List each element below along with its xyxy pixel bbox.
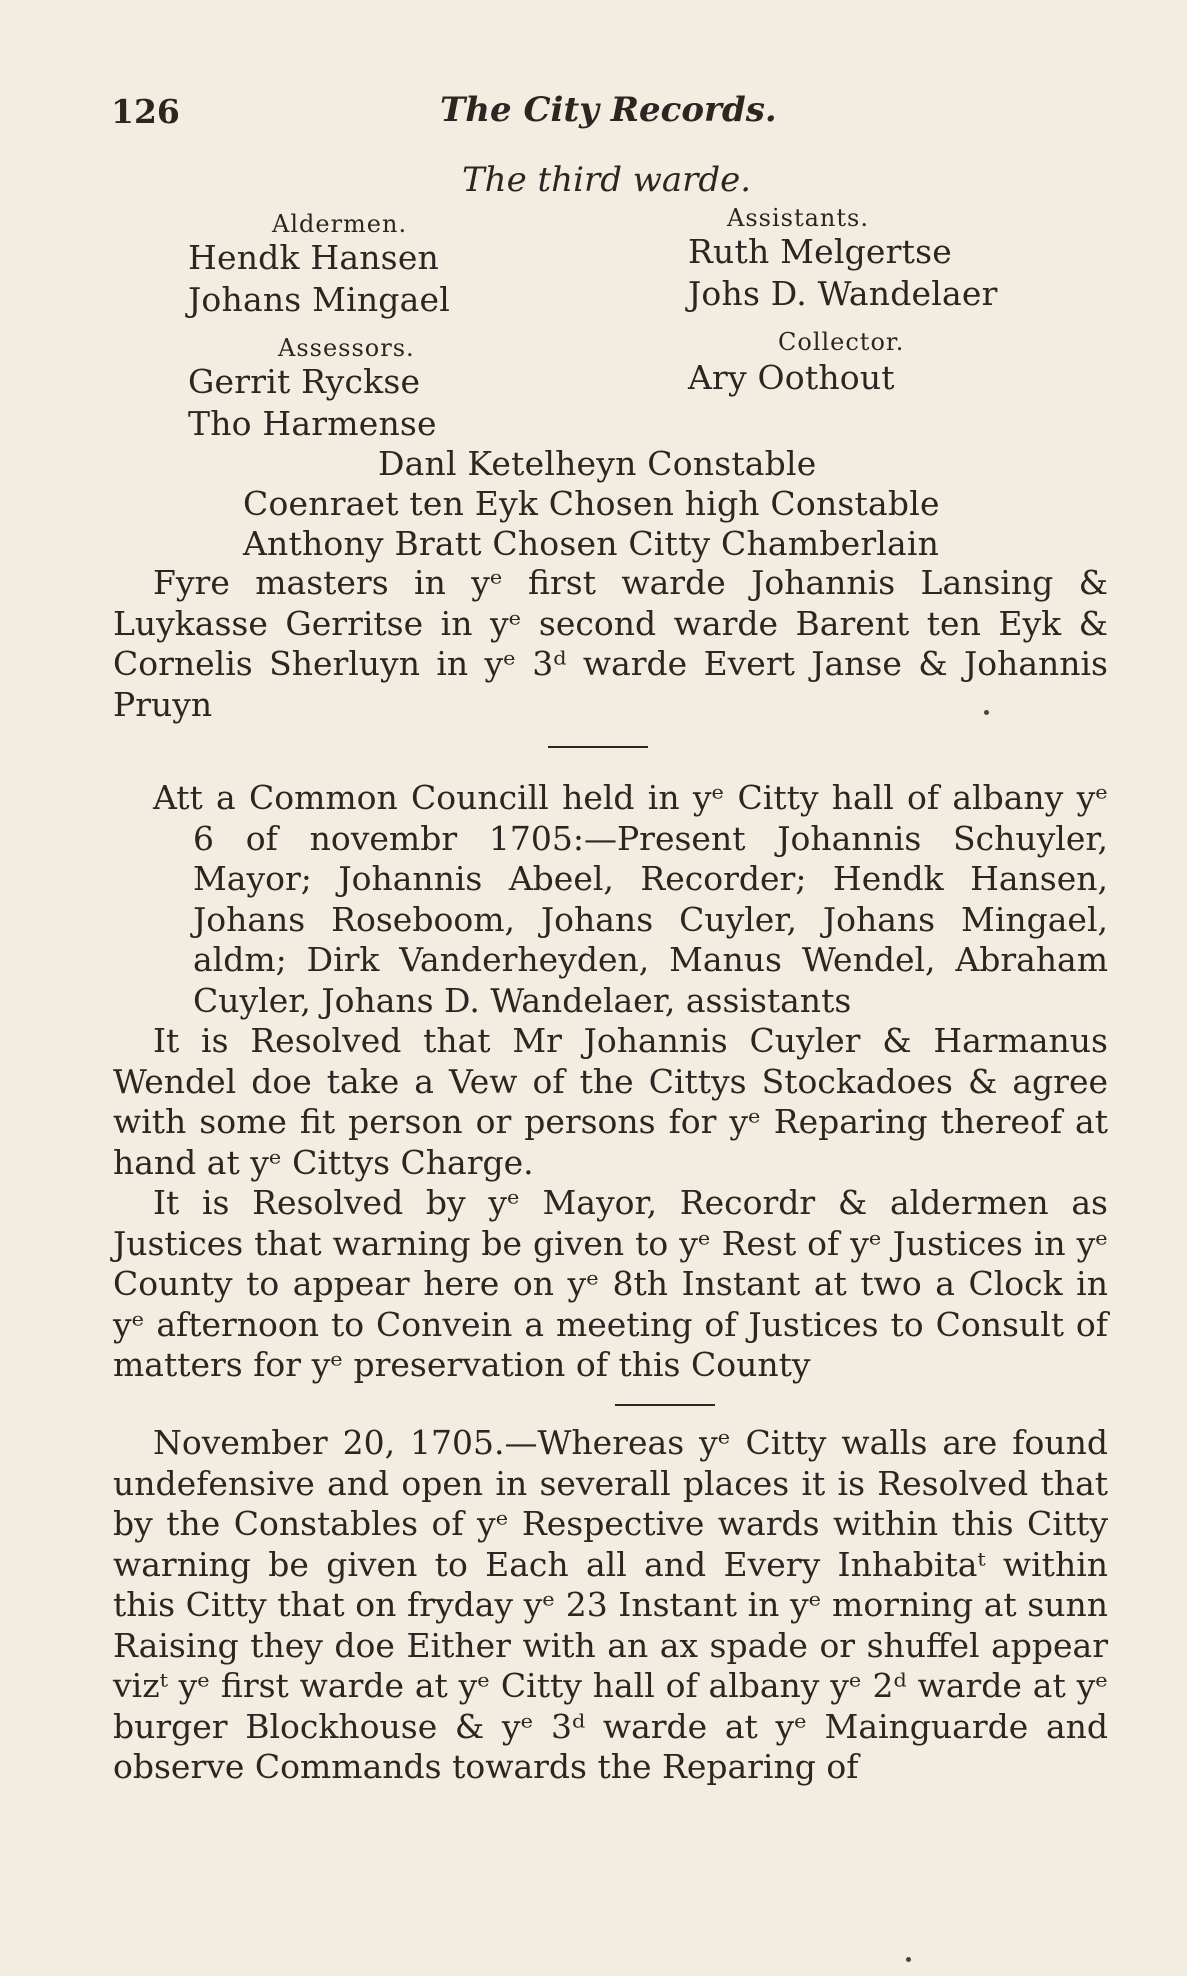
aldermen-heading: Aldermen. <box>272 210 408 238</box>
assistants-heading: Assistants. <box>727 204 869 232</box>
section-title: The third warde. <box>462 160 752 200</box>
assessor-name: Gerrit Ryckse <box>188 362 421 401</box>
page-number: 126 <box>111 92 180 131</box>
fire-masters-text: Fyre masters in yᵉ first warde Johannis Lansing & Luykasse Gerritse in yᵉ second warde Barent ten Eyk & Cornelis Sherluyn in yᵉ 3ᵈ warde Evert Janse & Johannis Pruyn <box>113 563 1108 724</box>
section-divider <box>548 746 648 748</box>
ink-speck <box>906 1957 911 1962</box>
alderman-name: Johans Mingael <box>188 280 450 319</box>
running-title: The City Records. <box>440 90 777 130</box>
november-text: November 20, 1705.—Whereas yᵉ Citty walls are found undefensive and open in severall places it is Resolved that by the Constables of yᵉ Respective wards within this Citty warning be given to Each all and Every Inhabitaᵗ within this Citty that on fryday yᵉ 23 Instant in yᵉ morning at sunn Raising they doe Either with an ax spade or shuffel appear vizᵗ yᵉ first warde at yᵉ Citty hall of albany yᵉ 2ᵈ warde at yᵉ burger Blockhouse & yᵉ 3ᵈ warde at yᵉ Mainguarde and observe Commands towards the Reparing of <box>113 1423 1108 1786</box>
assistant-name: Johs D. Wandelaer <box>688 274 998 313</box>
assessor-name: Tho Harmense <box>188 404 437 443</box>
collector-heading: Collector. <box>778 328 905 356</box>
alderman-name: Hendk Hansen <box>188 238 439 277</box>
council-resolution: It is Resolved that Mr Johannis Cuyler & Harmanus Wendel doe take a Vew of the Cittys Stockadoes & agree with some fit person or persons for yᵉ Reparing thereof at hand at yᵉ Cittys Charge. <box>113 1021 1108 1182</box>
ink-speck <box>984 710 989 715</box>
assistant-name: Ruth Melgertse <box>688 232 952 271</box>
council-resolution: It is Resolved by yᵉ Mayor, Recordr & aldermen as Justices that warning be given to yᵉ Rest of yᵉ Justices in yᵉ County to appear here on yᵉ 8th Instant at two a Clock in yᵉ afternoon to Convein a meeting of Justices to Consult of matters for yᵉ preservation of this County <box>113 1183 1108 1384</box>
section-divider <box>615 1404 715 1406</box>
council-heading: Att a Common Councill held in yᵉ Citty hall of albany yᵉ 6 of novembr 1705:—Present Johannis Schuyler, Mayor; Johannis Abeel, Recorder; Hendk Hansen, Johans Roseboom, Johans Cuyler, Johans Mingael, aldm; Dirk Vanderheyden, Manus Wendel, Abraham Cuyler, Johans D. Wandelaer, assistants <box>153 778 1108 1020</box>
november-section <box>113 1423 1108 1788</box>
constable-line: Danl Ketelheyn Constable <box>378 444 817 483</box>
council-section <box>113 778 1108 1386</box>
collector-name: Ary Oothout <box>688 358 895 397</box>
chamberlain-line: Anthony Bratt Chosen Citty Chamberlain <box>243 524 940 563</box>
fire-masters-paragraph <box>113 563 1108 725</box>
assessors-heading: Assessors. <box>278 334 415 362</box>
high-constable-line: Coenraet ten Eyk Chosen high Constable <box>243 484 940 523</box>
